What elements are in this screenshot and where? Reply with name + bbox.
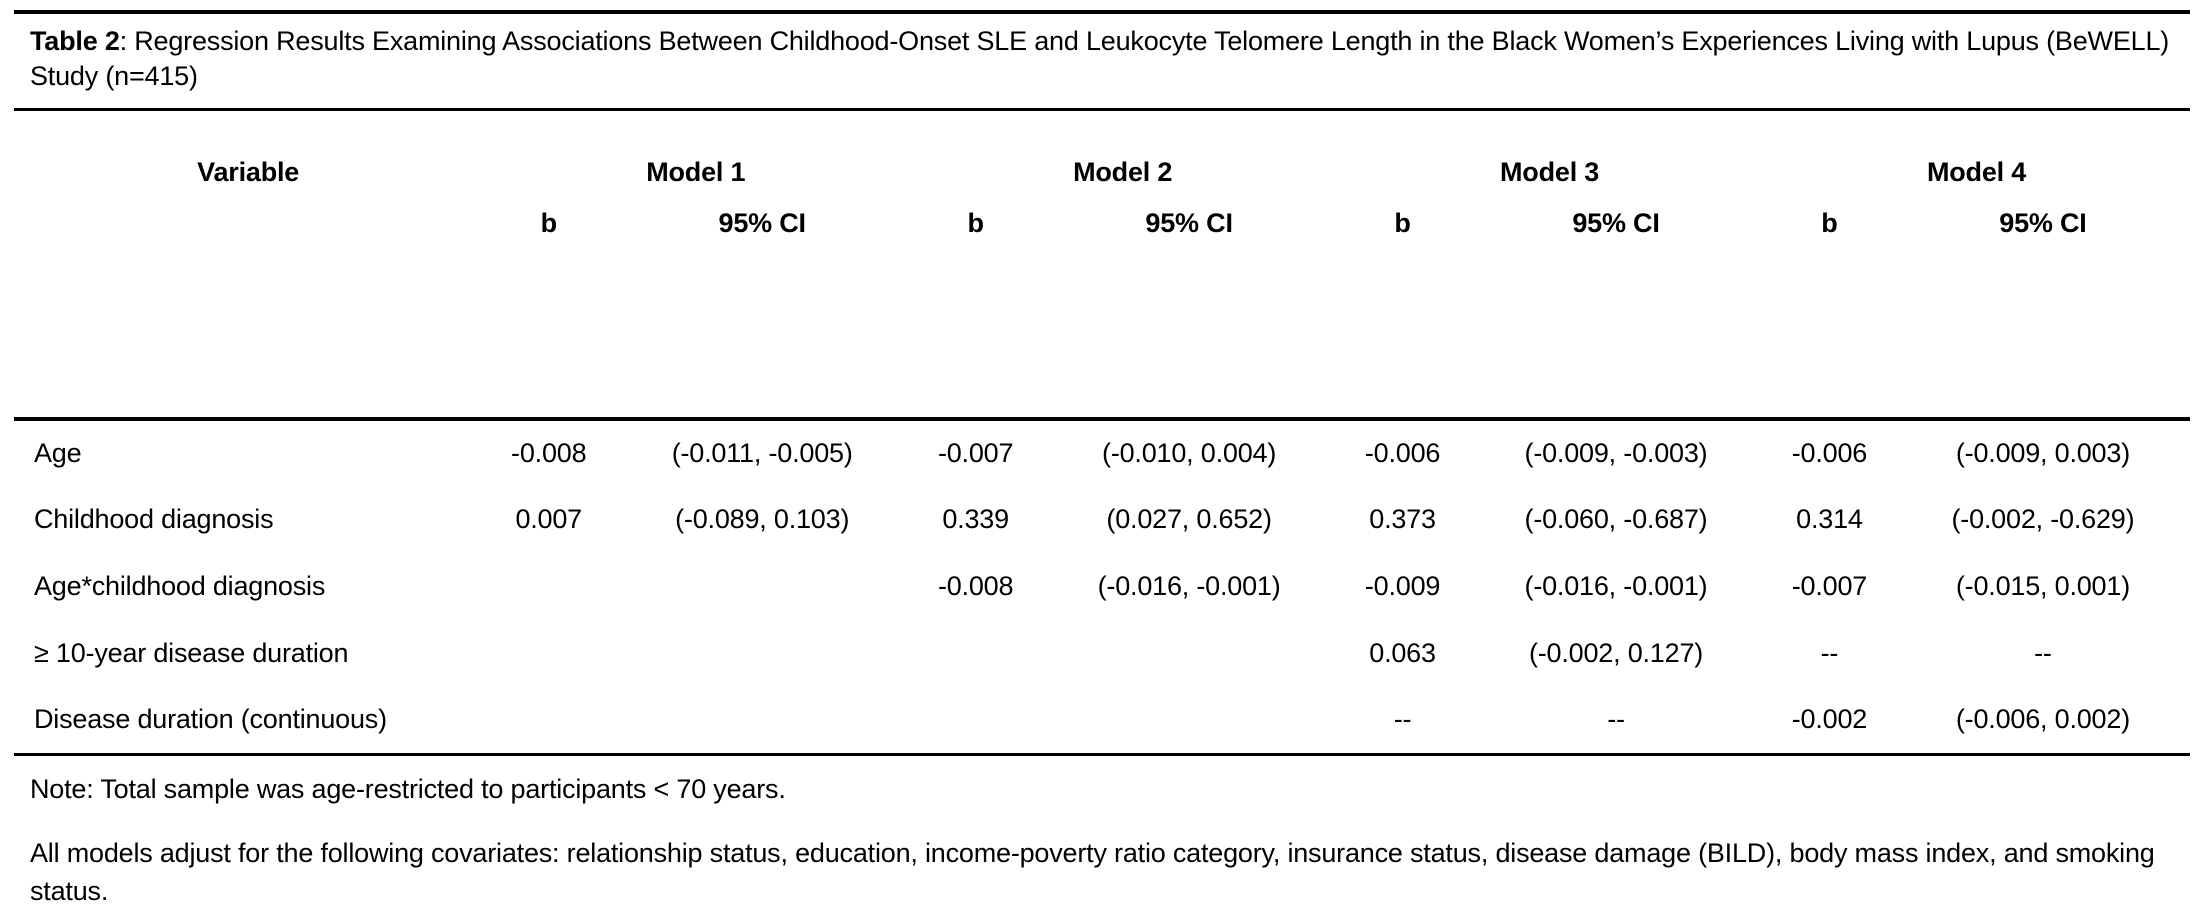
ci-value: (-0.011, -0.005) [615,419,909,486]
table-notes [14,756,2190,910]
model-1-b-header: b [540,208,557,238]
model-4-b-header: b [1821,208,1838,238]
row-label: ≥ 10-year disease duration [34,638,349,668]
row-label: Childhood diagnosis [34,504,274,534]
ci-value: -- [2034,638,2052,668]
b-value [482,687,615,754]
ci-value: (-0.009, 0.003) [1896,419,2190,486]
note-age-restriction: Note: Total sample was age-restricted to participants < 70 years. [30,773,786,804]
b-value [482,553,615,620]
table-row-age [14,419,2190,486]
b-value: -0.009 [1364,571,1441,601]
variable-column-header: Variable [197,157,300,187]
ci-value: (-0.089, 0.103) [675,504,850,534]
ci-value: (-0.002, 0.127) [1528,638,1704,668]
ci-value [615,620,909,687]
model-3-ci-header: 95% CI [1572,208,1660,238]
b-value: -0.007 [1791,571,1868,601]
model-2-header: Model 2 [1073,157,1173,187]
ci-value [1042,687,1336,754]
table-row-10-year-disease-duration [14,620,2190,687]
ci-value [1042,620,1336,687]
model-4-header: Model 4 [1926,157,2027,187]
table-title [30,24,2174,94]
b-value: -0.007 [909,419,1042,486]
b-value [909,620,1042,687]
table-title-label: Table 2 [30,26,120,56]
b-value: 0.339 [942,504,1009,534]
model-2-ci-header: 95% CI [1145,208,1233,238]
ci-value [615,553,909,620]
b-value: 0.063 [1369,638,1436,668]
row-label: Disease duration (continuous) [34,704,387,735]
ci-value: (-0.015, 0.001) [1955,571,2130,601]
ci-value: (-0.016, -0.001) [1097,571,1281,601]
ci-value: (-0.006, 0.002) [1955,704,2130,735]
b-value: -0.002 [1791,704,1868,735]
ci-value: -- [1607,704,1625,735]
b-value: 0.007 [515,504,583,534]
ci-value [615,687,909,754]
model-4-ci-header: 95% CI [1999,208,2087,238]
ci-value: (-0.010, 0.004) [1042,419,1336,486]
model-header-row [14,111,2190,194]
subheader-spacer [14,194,482,419]
b-value [482,620,615,687]
b-value [909,687,1042,754]
b-value: -- [1820,638,1839,668]
row-label: Age [14,419,482,486]
table-row-age-childhood-interaction [14,553,2190,620]
model-3-b-header: b [1394,208,1411,238]
ci-value: (-0.016, -0.001) [1524,571,1708,601]
ci-value: (0.027, 0.652) [1106,504,1272,534]
b-value: 0.373 [1369,504,1436,534]
ci-value: (-0.060, -0.687) [1524,504,1708,534]
b-value: -0.006 [1336,419,1469,486]
b-value: 0.314 [1796,504,1863,534]
b-value: -0.008 [482,419,615,486]
model-1-header: Model 1 [646,157,746,187]
row-label: Age*childhood diagnosis [34,571,326,601]
table-row-disease-duration-continuous [14,687,2190,754]
table-row-childhood-diagnosis [14,486,2190,553]
model-3-header: Model 3 [1500,157,1600,187]
b-value: -0.008 [937,571,1014,601]
ci-value: (-0.002, -0.629) [1951,504,2135,534]
note-covariates: All models adjust for the following covariates: relationship status, education, income-poverty ratio category, insurance status, disease damage (BILD), body mass index, and smoking status. [30,837,2155,906]
ci-value: (-0.009, -0.003) [1469,419,1763,486]
b-value: -0.006 [1763,419,1896,486]
model-1-ci-header: 95% CI [718,208,806,238]
b-value: -- [1393,704,1412,735]
subheader-row [14,194,2190,419]
regression-results-table [14,111,2190,756]
model-2-b-header: b [967,208,984,238]
table-title-rest: : Regression Results Examining Associations Between Childhood-Onset SLE and Leukocyte Telomere Length in the Black Women’s Experiences Living with Lupus (BeWELL) Study (n=415) [30,26,2170,91]
table-title-block [14,10,2190,111]
